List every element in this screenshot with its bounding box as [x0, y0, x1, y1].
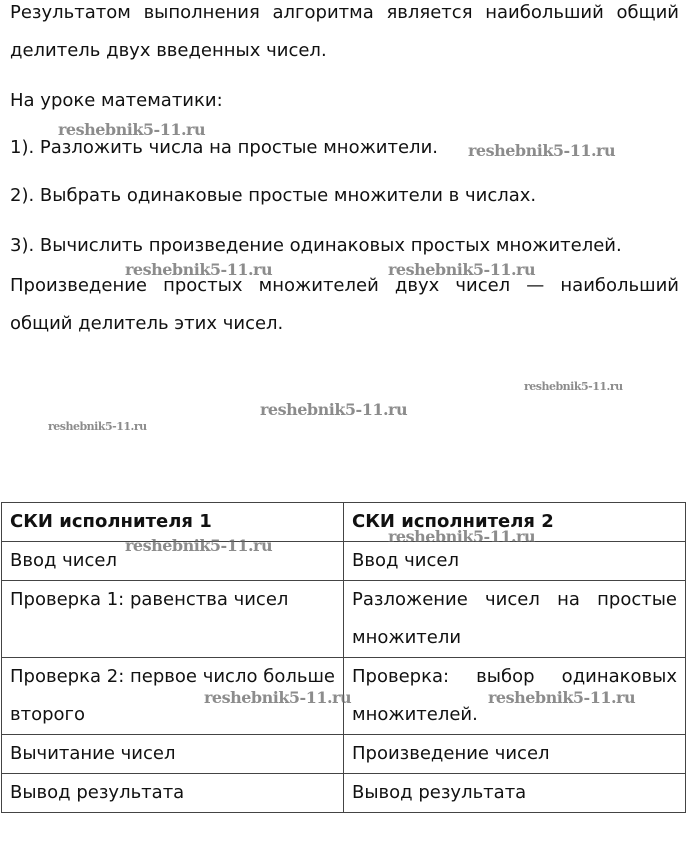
table-cell: Разложение чисел на простые множители [344, 581, 686, 658]
paragraph-result-line1: Результатом выполнения алгоритма является наибольший общий делитель двух введенных чисел. [10, 2, 679, 61]
watermark: reshebnik5-11.ru [260, 400, 408, 419]
header-executor-2: СКИ исполнителя 2 [344, 503, 686, 542]
table-cell: Проверка 1: равенства чисел [2, 581, 344, 658]
watermark: reshebnik5-11.ru [58, 120, 206, 139]
watermark: reshebnik5-11.ru [48, 420, 147, 433]
step-2: 2). Выбрать одинаковые простые множители в числах. [10, 185, 537, 206]
header-executor-1: СКИ исполнителя 1 [2, 503, 344, 542]
table-cell: Ввод чисел [2, 542, 344, 581]
table-row [2, 774, 686, 813]
watermark: reshebnik5-11.ru [125, 536, 273, 555]
ski-table [1, 502, 686, 813]
paragraph-lesson: На уроке математики: [10, 90, 223, 111]
watermark: reshebnik5-11.ru [204, 688, 352, 707]
watermark: reshebnik5-11.ru [388, 527, 536, 546]
table-row [2, 581, 686, 658]
watermark: reshebnik5-11.ru [488, 688, 636, 707]
watermark: reshebnik5-11.ru [388, 260, 536, 279]
watermark: reshebnik5-11.ru [468, 141, 616, 160]
table-row [2, 735, 686, 774]
table-cell: Вычитание чисел [2, 735, 344, 774]
step-1: 1). Разложить числа на простые множители. [10, 137, 438, 158]
table-cell: Вывод результата [344, 774, 686, 813]
table-cell: Вывод результата [2, 774, 344, 813]
watermark: reshebnik5-11.ru [125, 260, 273, 279]
table-cell: Произведение чисел [344, 735, 686, 774]
table-row [2, 542, 686, 581]
table-header-row [2, 503, 686, 542]
table-cell: Проверка 2: первое число больше второго [2, 658, 344, 735]
conclusion: Произведение простых множителей двух чисел — наибольший общий делитель этих чисел. [10, 275, 679, 334]
step-3: 3). Вычислить произведение одинаковых простых множителей. [10, 235, 622, 256]
watermark: reshebnik5-11.ru [524, 380, 623, 393]
table-cell: Проверка: выбор одинаковых множителей. [344, 658, 686, 735]
table-cell: Ввод чисел [344, 542, 686, 581]
